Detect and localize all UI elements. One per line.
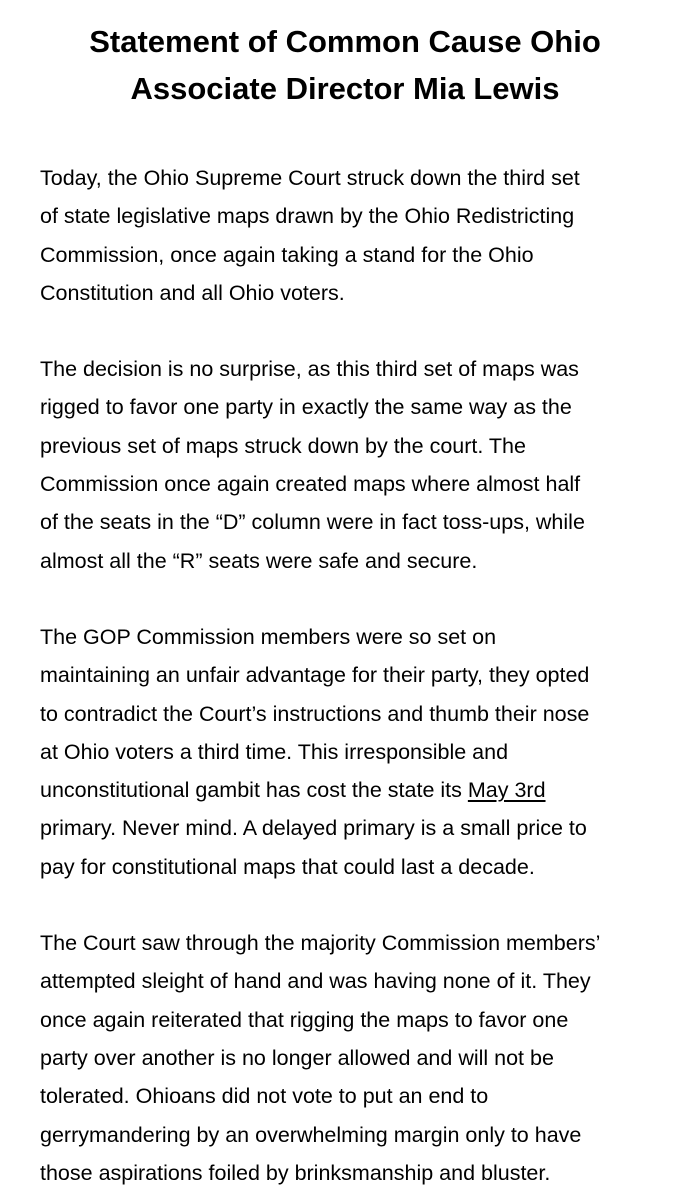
paragraph-line: party over another is no longer allowed and will not be	[40, 1045, 554, 1070]
paragraph-line-with-underline	[40, 771, 650, 809]
underlined-date: May 3rd	[467, 778, 546, 803]
paragraph-line: The decision is no surprise, as this third set of maps was	[40, 357, 579, 382]
paragraph-line: The GOP Commission members were so set on	[40, 624, 497, 649]
title-line-1: Statement of Common Cause Ohio	[89, 24, 601, 59]
paragraph-line: Constitution and all Ohio voters.	[40, 280, 345, 305]
paragraph-1	[40, 159, 650, 312]
title-line-2: Associate Director Mia Lewis	[130, 71, 560, 106]
paragraph-3	[40, 618, 650, 886]
paragraph-line: tolerated. Ohioans did not vote to put an end to	[40, 1084, 489, 1109]
paragraph-line: those aspirations foiled by brinksmanship and bluster.	[40, 1160, 551, 1185]
paragraph-line: maintaining an unfair advantage for their party, they opted	[40, 663, 590, 688]
statement-title	[40, 18, 650, 112]
statement-body	[40, 159, 650, 1192]
paragraph-line: of state legislative maps drawn by the Ohio Redistricting	[40, 204, 575, 229]
paragraph-2	[40, 350, 650, 580]
paragraph-line: Today, the Ohio Supreme Court struck down the third set	[40, 166, 580, 190]
paragraph-4	[40, 924, 650, 1192]
paragraph-line: Commission, once again taking a stand for the Ohio	[40, 242, 534, 267]
paragraph-line: once again reiterated that rigging the maps to favor one	[40, 1007, 569, 1032]
paragraph-line: attempted sleight of hand and was having none of it. They	[40, 969, 591, 994]
paragraph-line: primary. Never mind. A delayed primary is a small price to	[40, 816, 587, 841]
paragraph-line: The Court saw through the majority Commission members’	[40, 931, 601, 956]
line-text: unconstitutional gambit has cost the state its	[40, 778, 468, 803]
paragraph-line: rigged to favor one party in exactly the same way as the	[40, 395, 572, 420]
paragraph-line: pay for constitutional maps that could last a decade.	[40, 854, 535, 879]
paragraph-line: gerrymandering by an overwhelming margin only to have	[40, 1122, 582, 1147]
paragraph-line: to contradict the Court’s instructions and thumb their nose	[40, 701, 590, 726]
paragraph-line: of the seats in the “D” column were in fact toss-ups, while	[40, 510, 585, 535]
paragraph-line: at Ohio voters a third time. This irresponsible and	[40, 739, 509, 764]
paragraph-line: almost all the “R” seats were safe and secure.	[40, 548, 478, 573]
paragraph-line: previous set of maps struck down by the court. The	[40, 433, 526, 458]
paragraph-line: Commission once again created maps where almost half	[40, 472, 581, 497]
